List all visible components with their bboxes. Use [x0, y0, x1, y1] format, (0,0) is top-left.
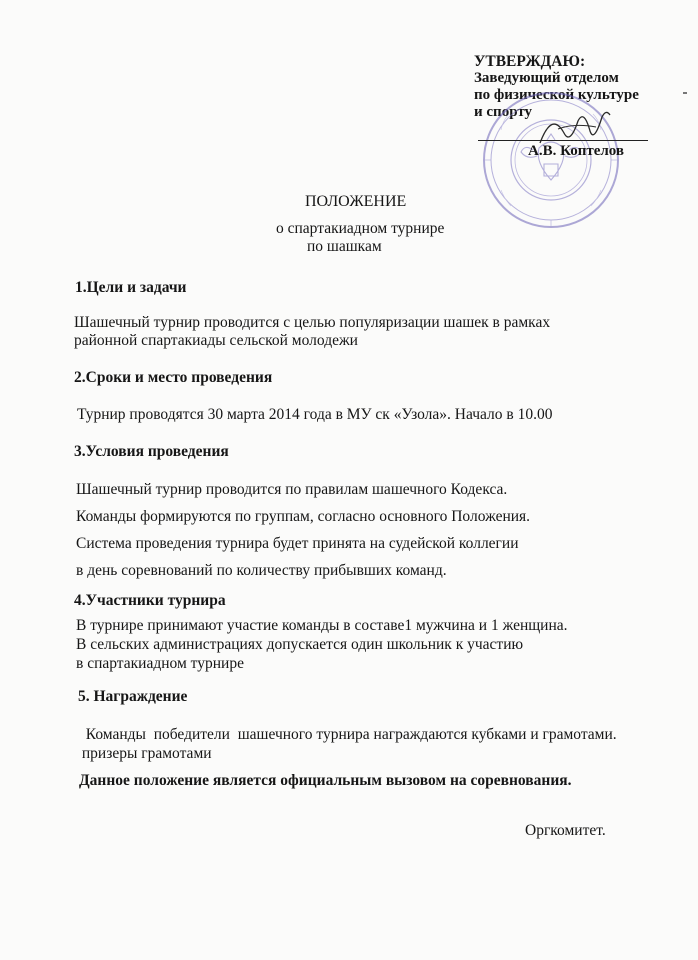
- approval-title: УТВЕРЖДАЮ:: [474, 53, 586, 70]
- scan-mark: [683, 92, 687, 94]
- document-title: ПОЛОЖЕНИЕ: [305, 193, 407, 210]
- section-3-text-line-4: в день соревнований по количеству прибывших команд.: [76, 562, 447, 579]
- section-3-heading: 3.Условия проведения: [74, 443, 229, 460]
- section-1-text-line-1: Шашечный турнир проводится с целью популяризации шашек в рамках: [74, 314, 551, 331]
- signer-name: А.В. Коптелов: [528, 143, 625, 159]
- section-4-heading: 4.Участники турнира: [74, 592, 226, 609]
- section-4-text-line-3: в спартакиадном турнире: [76, 655, 244, 672]
- section-3-text-line-2: Команды формируются по группам, согласно основного Положения.: [76, 508, 531, 525]
- section-1-text-line-2: районной спартакиады сельской молодежи: [74, 332, 358, 349]
- section-4-text-line-1: В турнире принимают участие команды в составе1 мужчина и 1 женщина.: [76, 617, 568, 634]
- approval-position-line-3: и спорту: [474, 104, 533, 120]
- section-4-text-line-2: В сельских администрациях допускается один школьник к участию: [76, 636, 524, 653]
- organizing-committee: Оргкомитет.: [525, 822, 606, 839]
- approval-position-line-2: по физической культуре: [474, 87, 639, 103]
- section-5-text-line-2: призеры грамотами: [78, 745, 212, 762]
- signature-line: [478, 140, 648, 141]
- closing-statement: Данное положение является официальным вызовом на соревнования.: [79, 772, 572, 789]
- section-1-heading: 1.Цели и задачи: [75, 279, 187, 296]
- document-subtitle-line-2: по шашкам: [307, 238, 382, 255]
- section-5-text-line-1: Команды победители шашечного турнира награждаются кубками и грамотами.: [78, 726, 617, 743]
- section-3-text-line-1: Шашечный турнир проводится по правилам шашечного Кодекса.: [76, 481, 508, 498]
- section-5-heading: 5. Награждение: [78, 688, 188, 705]
- section-2-text-line-1: Турнир проводятся 30 марта 2014 года в МУ ск «Узола». Начало в 10.00: [77, 406, 553, 423]
- section-3-text-line-3: Система проведения турнира будет принята на судейской коллегии: [76, 535, 519, 552]
- approval-position-line-1: Заведующий отделом: [474, 70, 619, 86]
- document-subtitle-line-1: о спартакиадном турнире: [276, 220, 445, 237]
- section-2-heading: 2.Сроки и место проведения: [74, 369, 273, 386]
